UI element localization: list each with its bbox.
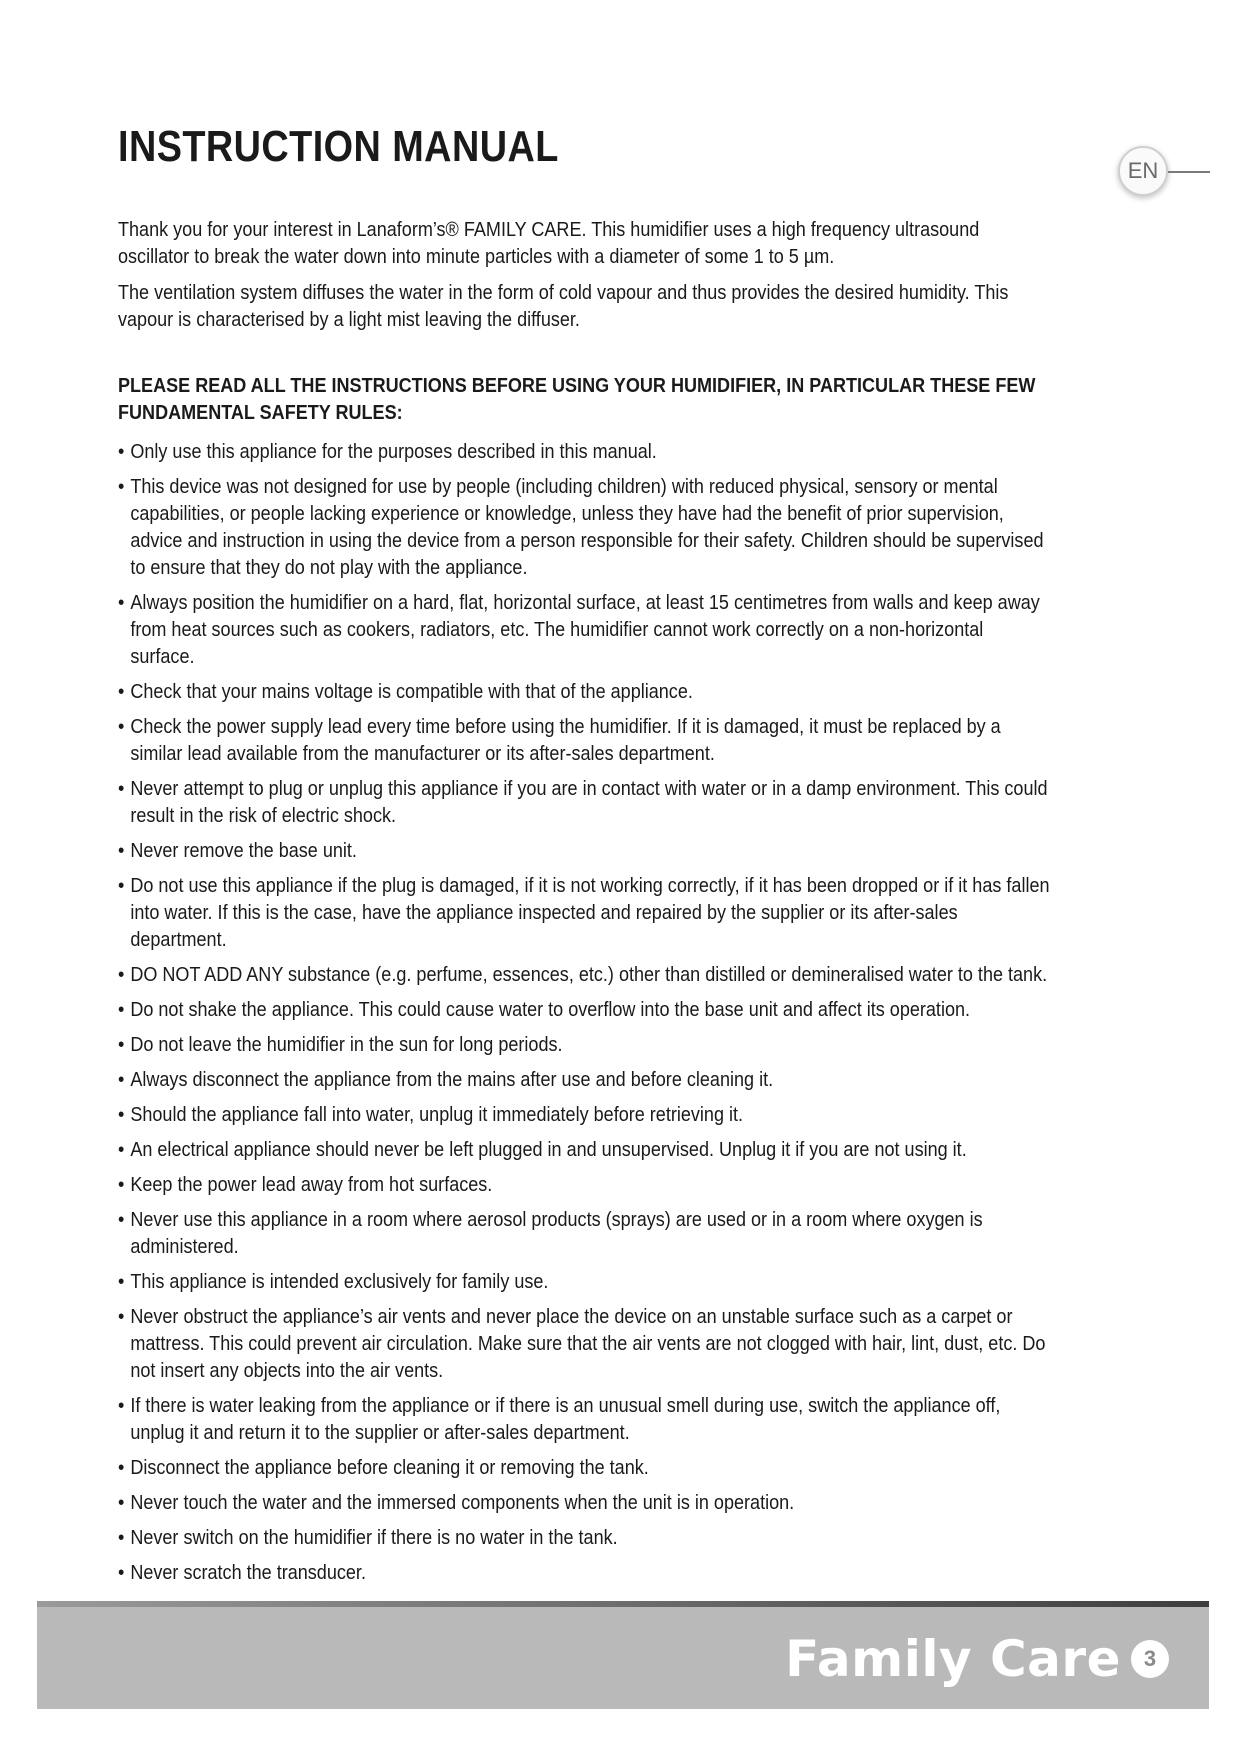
safety-heading: PLEASE READ ALL THE INSTRUCTIONS BEFORE USING YOUR HUMIDIFIER, IN PARTICULAR THESE FEW FUNDAMENTAL SAFETY RULES: (118, 374, 1036, 424)
safety-rule: • If there is water leaking from the appliance or if there is an unusual smell during use, switch the appliance off, unplug it and return it to the supplier or after-sales department. (118, 1392, 1051, 1446)
language-badge: EN (1118, 146, 1168, 196)
safety-rule: • Do not use this appliance if the plug is damaged, if it is not working correctly, if it has been dropped or if it has fallen into water. If this is the case, have the appliance inspected and repaired by the supplier or its after-sales department. (118, 872, 1051, 953)
safety-rule: • Never scratch the transducer. (118, 1559, 1051, 1586)
intro-paragraph: The ventilation system diffuses the water in the form of cold vapour and thus provides the desired humidity. This vapour is characterised by a light mist leaving the diffuser. (118, 281, 1009, 331)
safety-rule: • Check that your mains voltage is compatible with that of the appliance. (118, 678, 1051, 705)
safety-rule: • This device was not designed for use by people (including children) with reduced physical, sensory or mental capabilities, or people lacking experience or knowledge, unless they have had the benefit of prior supervision, advice and instruction in using the device from a person responsible for their safety. Children should be supervised to ensure that they do not play with the appliance. (118, 473, 1051, 581)
safety-rule: • Only use this appliance for the purposes described in this manual. (118, 438, 1051, 465)
safety-rule: • Never use this appliance in a room where aerosol products (sprays) are used or in a room where oxygen is administered. (118, 1206, 1051, 1260)
safety-rule: • An electrical appliance should never be left plugged in and unsupervised. Unplug it if you are not using it. (118, 1136, 1051, 1163)
safety-rule: • Always position the humidifier on a hard, flat, horizontal surface, at least 15 centimetres from walls and keep away from heat sources such as cookers, radiators, etc. The humidifier cannot work correctly on a non-horizontal surface. (118, 589, 1051, 670)
manual-content (118, 216, 1051, 1594)
intro-paragraph: Thank you for your interest in Lanaform’s® FAMILY CARE. This humidifier uses a high frequency ultrasound oscillator to break the water down into minute particles with a diameter of some 1 to 5 µm. (118, 218, 980, 268)
brand-name: Family Care (785, 1630, 1121, 1688)
safety-rule: • Never obstruct the appliance’s air vents and never place the device on an unstable surface such as a carpet or mattress. This could prevent air circulation. Make sure that the air vents are not clogged with hair, lint, dust, etc. Do not insert any objects into the air vents. (118, 1303, 1051, 1384)
safety-rule: • Disconnect the appliance before cleaning it or removing the tank. (118, 1454, 1051, 1481)
safety-rule: • Do not leave the humidifier in the sun for long periods. (118, 1031, 1051, 1058)
safety-rule: • Never switch on the humidifier if there is no water in the tank. (118, 1524, 1051, 1551)
safety-rule: • Keep the power lead away from hot surfaces. (118, 1171, 1051, 1198)
page-number: 3 (1131, 1640, 1169, 1678)
safety-rule: • Check the power supply lead every time before using the humidifier. If it is damaged, it must be replaced by a similar lead available from the manufacturer or its after-sales department. (118, 713, 1051, 767)
safety-rule: • DO NOT ADD ANY substance (e.g. perfume, essences, etc.) other than distilled or demineralised water to the tank. (118, 961, 1051, 988)
safety-rule: • This appliance is intended exclusively for family use. (118, 1268, 1051, 1295)
safety-rule: • Never remove the base unit. (118, 837, 1051, 864)
safety-rule: • Never touch the water and the immersed components when the unit is in operation. (118, 1489, 1051, 1516)
safety-rule: • Do not shake the appliance. This could cause water to overflow into the base unit and affect its operation. (118, 996, 1051, 1023)
footer-brand (785, 1630, 1169, 1688)
safety-rule: • Should the appliance fall into water, unplug it immediately before retrieving it. (118, 1101, 1051, 1128)
safety-rule: • Never attempt to plug or unplug this appliance if you are in contact with water or in a damp environment. This could result in the risk of electric shock. (118, 775, 1051, 829)
safety-rules-list (118, 438, 1051, 1586)
language-badge-connector (1168, 171, 1210, 173)
safety-rule: • Always disconnect the appliance from the mains after use and before cleaning it. (118, 1066, 1051, 1093)
page-title: INSTRUCTION MANUAL (118, 122, 559, 171)
footer-divider (37, 1601, 1209, 1607)
